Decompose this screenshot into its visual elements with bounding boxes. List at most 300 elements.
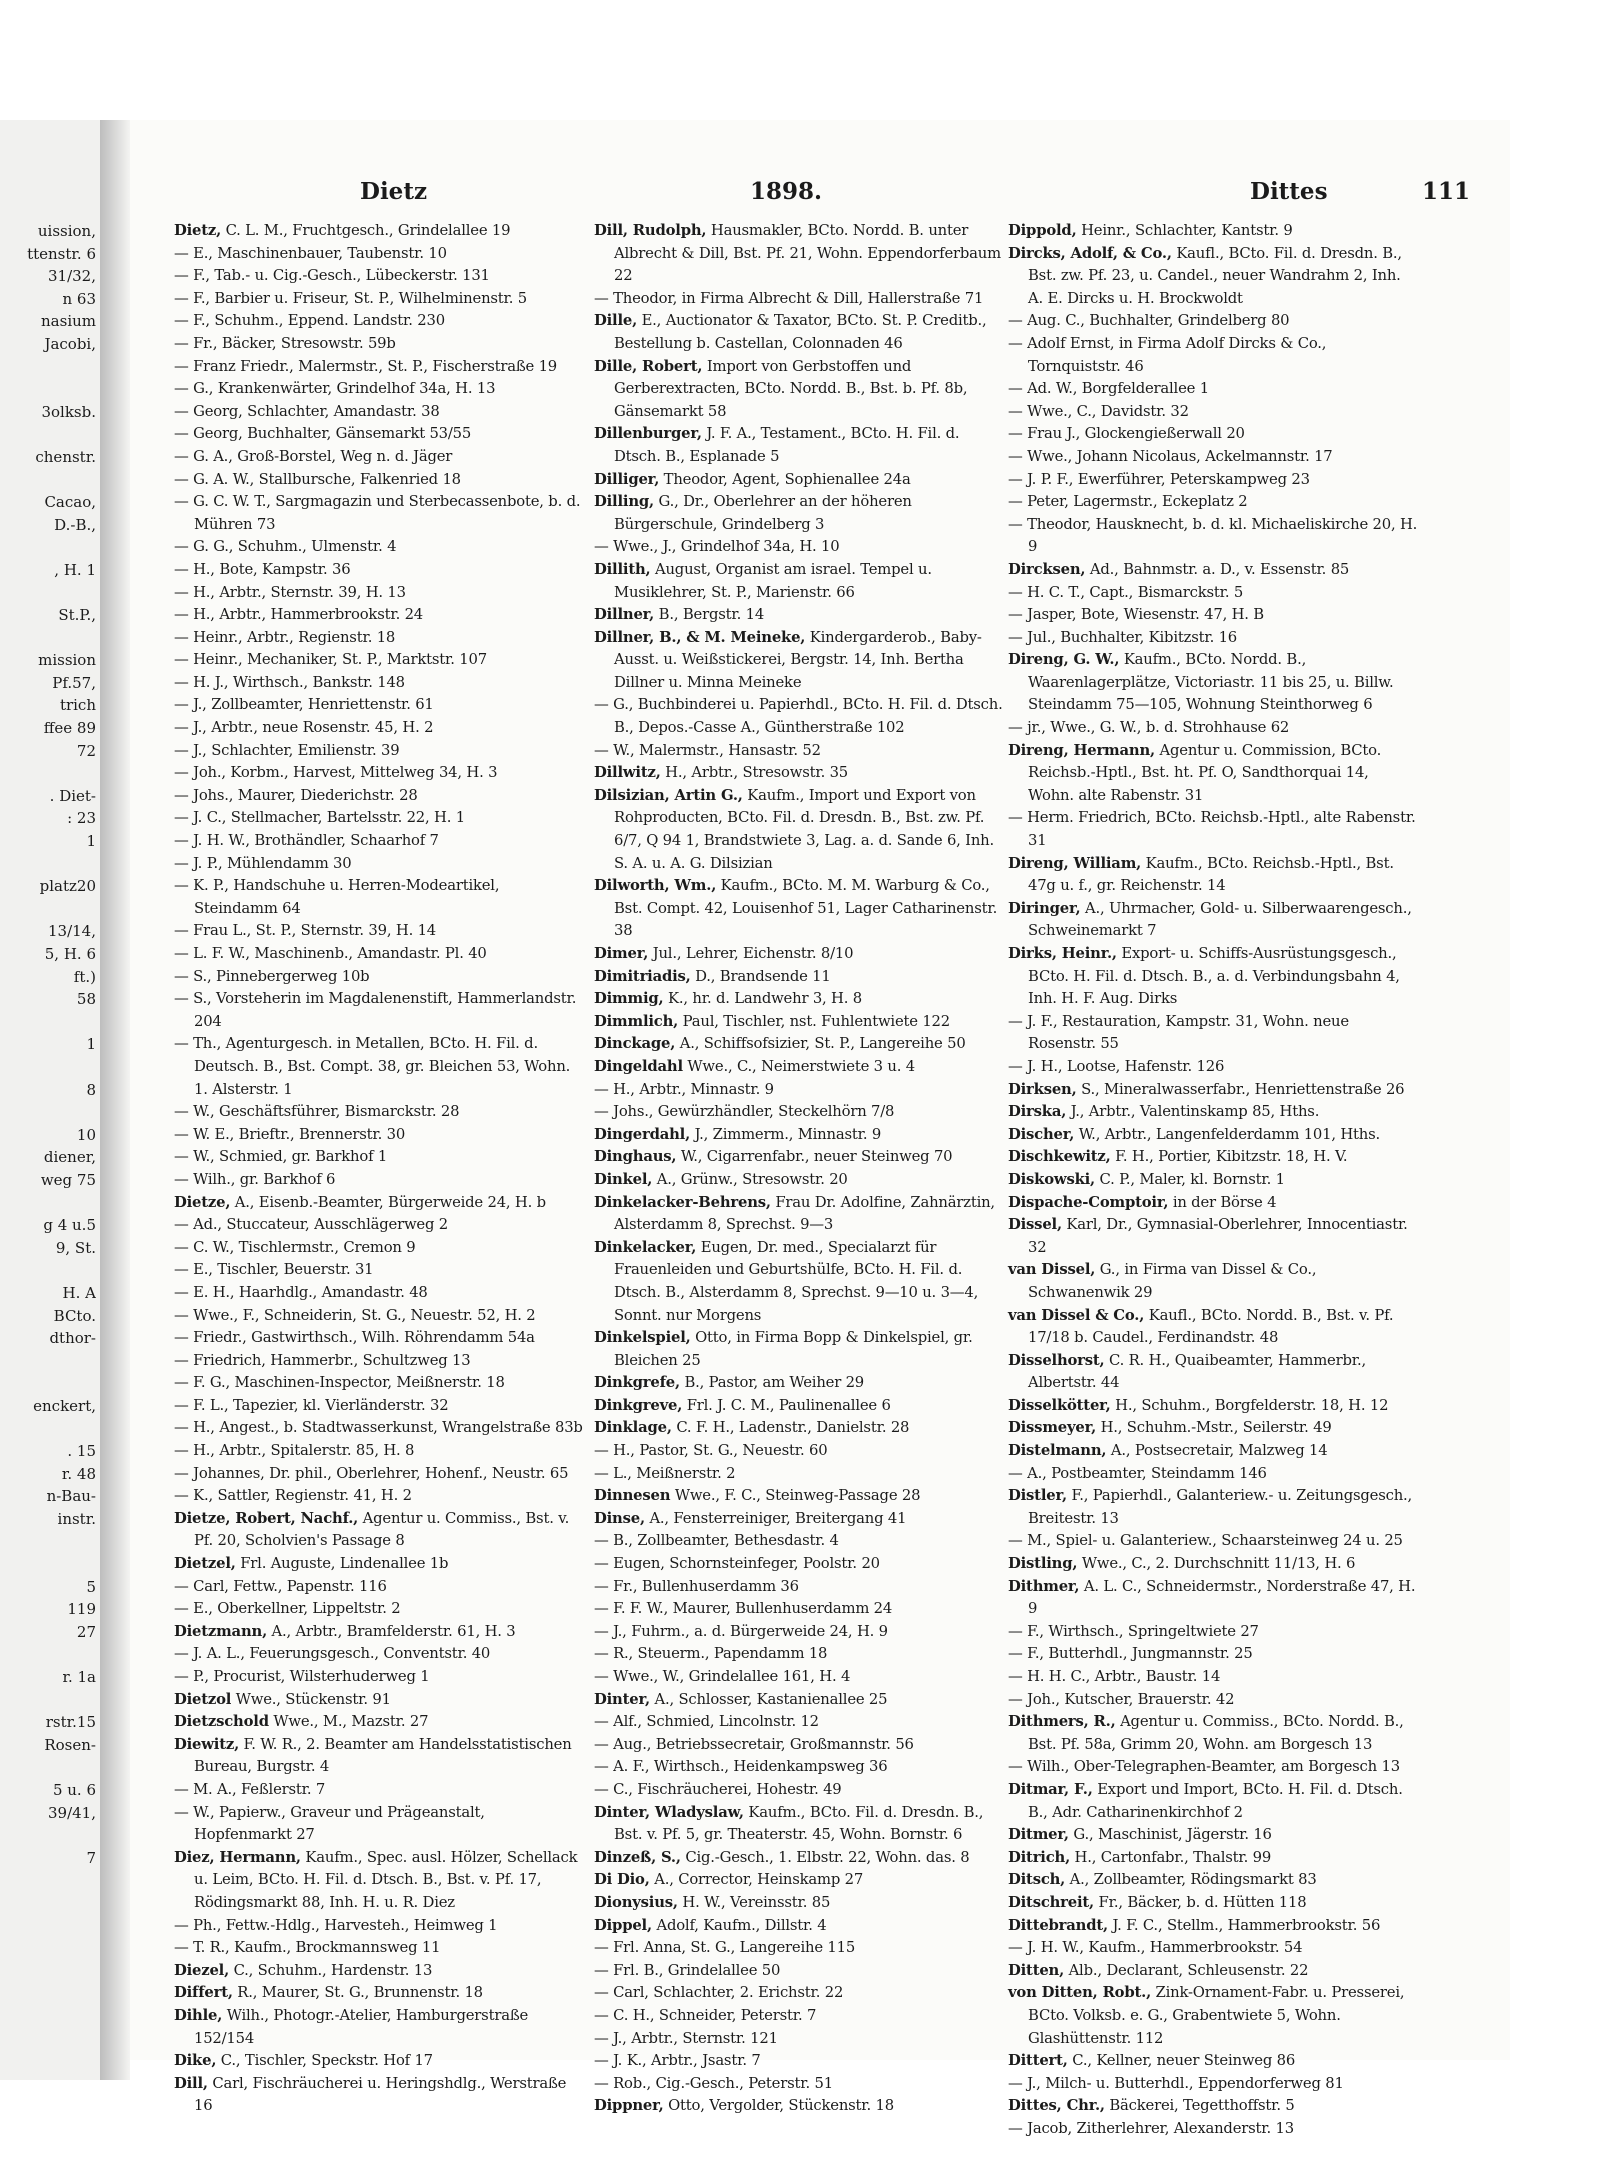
entry-surname: Dilsizian, Artin G., [594, 786, 743, 804]
entry-surname: Direng, William, [1008, 854, 1142, 872]
left-fragment-line: 5, H. 6 [44, 945, 96, 963]
entry-details: Kaufm., BCto. Reichsb.-Hptl., Bst. 47g u. f., gr. Reichenstr. 14 [1028, 854, 1394, 895]
entry-details: — R., Steuerm., Papendamm 18 [594, 1645, 828, 1663]
directory-entry [174, 627, 584, 650]
entry-surname: Dietze, Robert, Nachf., [174, 1509, 359, 1527]
entry-details: — J. H., Lootse, Hafenstr. 126 [1008, 1057, 1225, 1075]
directory-entry [1008, 627, 1418, 650]
left-fragment-line: dthor- [49, 1329, 96, 1348]
entry-details: — E., Maschinenbauer, Taubenstr. 10 [174, 244, 447, 262]
entry-details: Theodor, Agent, Sophienallee 24a [663, 470, 911, 488]
entry-surname: Dinklage, [594, 1419, 672, 1437]
directory-entry [594, 1395, 1004, 1418]
directory-entry [174, 1847, 584, 1915]
entry-details: — J., Schlachter, Emilienstr. 39 [174, 741, 400, 759]
entry-surname: Differt, [174, 1984, 233, 2002]
directory-entry [1008, 310, 1418, 333]
directory-entry [1008, 1259, 1418, 1304]
entry-details: Agentur u. Commiss., Bst. v. Pf. 20, Scholvien's Passage 8 [194, 1509, 570, 1550]
directory-entry [1008, 1056, 1418, 1079]
directory-entry [174, 1802, 584, 1847]
directory-entry [594, 1192, 1004, 1237]
left-fragment-line [27, 1259, 96, 1282]
entry-details: Import von Gerbstoffen und Gerberextracten, BCto. Nordd. B., Bst. b. Pf. 8b, Gänsemarkt 58 [614, 357, 968, 420]
directory-entry [594, 1237, 1004, 1327]
directory-entry [1008, 1214, 1418, 1259]
entry-details: Kaufm., BCto. M. M. Warburg & Co., Bst. Compt. 42, Louisenhof 51, Lager Catharinenstr. 38 [614, 877, 998, 940]
left-fragment-line: 58 [76, 990, 96, 1009]
left-fragment-line [27, 1011, 96, 1034]
entry-details: — C. H., Schneider, Peterstr. 7 [594, 2006, 817, 2024]
directory-entry [1008, 2050, 1418, 2073]
left-fragment-line: Pf.57, [52, 673, 96, 692]
directory-entry [174, 401, 584, 424]
left-fragment-line: 39/41, [48, 1803, 96, 1822]
directory-entry [594, 356, 1004, 424]
header-year: 1898. [750, 178, 823, 205]
left-fragment-line [27, 1372, 96, 1395]
entry-details: — W., Geschäftsführer, Bismarckstr. 28 [174, 1103, 460, 1121]
entry-details: — Fr., Bäcker, Stresowstr. 59b [174, 334, 396, 352]
directory-entry [594, 1327, 1004, 1372]
left-fragment-line: 119 [67, 1600, 96, 1619]
left-fragment-line: ffee 89 [43, 719, 96, 738]
entry-details: — F., Barbier u. Friseur, St. P., Wilhelminenstr. 5 [174, 289, 528, 307]
entry-details: in der Börse 4 [1172, 1193, 1277, 1211]
entry-details: Frl. J. C. M., Paulinenallee 6 [686, 1396, 891, 1414]
directory-entry [174, 243, 584, 266]
left-fragment-line: . 15 [67, 1442, 96, 1461]
left-fragment-line: nasium [41, 312, 96, 331]
directory-entry [174, 1643, 584, 1666]
directory-entry [174, 1779, 584, 1802]
directory-entry [594, 220, 1004, 288]
directory-entry [174, 288, 584, 311]
entry-surname: Discher, [1008, 1125, 1075, 1143]
directory-entry [594, 1530, 1004, 1553]
entry-surname: Dinzeß, S., [594, 1848, 681, 1866]
entry-details: — C. W., Tischlermstr., Cremon 9 [174, 1238, 416, 1256]
directory-entry [594, 785, 1004, 875]
entry-details: Export- u. Schiffs-Ausrüstungsgesch., BCto. H. Fil. d. Dtsch. B., a. d. Verbindungsbahn 4, Inh. H. F. Aug. Dirks [1028, 945, 1400, 1008]
entry-details: — Friedr., Gastwirthsch., Wilh. Röhrendamm 54a [174, 1329, 535, 1347]
directory-entry [1008, 1011, 1418, 1056]
entry-details: — T. R., Kaufm., Brockmannsweg 11 [174, 1939, 441, 1957]
entry-details: A., Zollbeamter, Rödingsmarkt 83 [1069, 1871, 1317, 1889]
directory-entry [1008, 740, 1418, 808]
entry-details: Agentur u. Commission, BCto. Reichsb.-Hptl., Bst. ht. Pf. O, Sandthorquai 14, Wohn. alte Rabenstr. 31 [1028, 741, 1382, 804]
directory-entry [594, 2095, 1004, 2118]
directory-entry [1008, 1892, 1418, 1915]
entry-details: Kindergarderob., Baby-Ausst. u. Weißstickerei, Bergstr. 14, Inh. Bertha Dillner u. Minna Meineke [614, 628, 982, 691]
directory-entry [174, 1960, 584, 1983]
entry-surname: Dirska, [1008, 1103, 1067, 1121]
directory-entry [1008, 1124, 1418, 1147]
directory-entry [174, 1372, 584, 1395]
entry-details: — J. A. L., Feuerungsgesch., Conventstr. 40 [174, 1645, 491, 1663]
directory-entry [594, 2028, 1004, 2051]
entry-details: — H., Angest., b. Stadtwasserkunst, Wrangelstraße 83b [174, 1419, 583, 1437]
left-fragment-line: rstr.15 [45, 1713, 96, 1732]
left-fragment-line: 1 [86, 1035, 96, 1054]
entry-details: Fr., Bäcker, b. d. Hütten 118 [1098, 1893, 1307, 1911]
directory-entry [174, 559, 584, 582]
directory-entry [594, 491, 1004, 536]
entry-surname: Dillenburger, [594, 425, 702, 443]
entry-details: Ad., Bahnmstr. a. D., v. Essenstr. 85 [1089, 560, 1350, 578]
directory-entry [174, 672, 584, 695]
directory-entry [174, 582, 584, 605]
directory-entry [174, 1711, 584, 1734]
left-fragment-line: 1 [86, 832, 96, 851]
entry-details: — F., Schuhm., Eppend. Landstr. 230 [174, 312, 445, 330]
directory-entry [174, 1598, 584, 1621]
entry-surname: Dittebrandt, [1008, 1916, 1108, 1934]
directory-entry [174, 1124, 584, 1147]
directory-entry [594, 1915, 1004, 1938]
directory-entry [594, 762, 1004, 785]
directory-entry [594, 1847, 1004, 1870]
directory-entry [174, 966, 584, 989]
entry-details: — W., Schmied, gr. Barkhof 1 [174, 1148, 388, 1166]
entry-details: A. L. C., Schneidermstr., Norderstraße 47, H. 9 [1028, 1577, 1416, 1618]
entry-details: Wwe., F. C., Steinweg-Passage 28 [674, 1487, 921, 1505]
left-fragment-line [27, 1689, 96, 1712]
entry-surname: Dircks, Adolf, & Co., [1008, 244, 1172, 262]
entry-details: — Johannes, Dr. phil., Oberlehrer, Hohenf., Neustr. 65 [174, 1464, 569, 1482]
entry-surname: Dillwitz, [594, 764, 661, 782]
entry-details: S., Mineralwasserfabr., Henriettenstraße 26 [1081, 1080, 1405, 1098]
entry-details: — L., Meißnerstr. 2 [594, 1464, 736, 1482]
directory-entry [594, 288, 1004, 311]
entry-details: C., Kellner, neuer Steinweg 86 [1072, 2052, 1296, 2070]
directory-entry [594, 536, 1004, 559]
directory-entry [594, 1711, 1004, 1734]
directory-entry [174, 1485, 584, 1508]
entry-details: — Heinr., Mechaniker, St. P., Marktstr. 107 [174, 651, 487, 669]
entry-surname: Dietzschold [174, 1713, 269, 1731]
directory-entry [594, 1417, 1004, 1440]
entry-details: — Heinr., Arbtr., Regienstr. 18 [174, 628, 396, 646]
directory-entry [174, 1169, 584, 1192]
left-fragment-line: 5 u. 6 [52, 1780, 96, 1799]
entry-details: Cig.-Gesch., 1. Elbstr. 22, Wohn. das. 8 [685, 1848, 970, 1866]
entry-details: H., Schuhm.-Mstr., Seilerstr. 49 [1100, 1419, 1332, 1437]
entry-surname: Dischkewitz, [1008, 1148, 1111, 1166]
directory-entry [1008, 853, 1418, 898]
entry-details: — Aug., Betriebssecretair, Großmannstr. 56 [594, 1735, 914, 1753]
entry-details: Wwe., Stückenstr. 91 [235, 1690, 391, 1708]
entry-surname: Distelmann, [1008, 1442, 1107, 1460]
entry-details: Hausmakler, BCto. Nordd. B. unter Albrecht & Dill, Bst. Pf. 21, Wohn. Eppendorferbaum 22 [614, 222, 1001, 285]
directory-entry [594, 1666, 1004, 1689]
entry-details: F. H., Portier, Kibitzstr. 18, H. V. [1115, 1148, 1348, 1166]
directory-entry [594, 1937, 1004, 1960]
entry-details: J. F. A., Testament., BCto. H. Fil. d. Dtsch. B., Esplanade 5 [614, 425, 960, 465]
directory-entry [594, 1440, 1004, 1463]
entry-details: — G. C. W. T., Sargmagazin und Sterbecassenbote, b. d. Mühren 73 [174, 493, 581, 533]
entry-details: — Johs., Maurer, Diederichstr. 28 [174, 786, 418, 804]
entry-surname: Dilling, [594, 493, 654, 511]
entry-details: — H. H. C., Arbtr., Baustr. 14 [1008, 1668, 1221, 1685]
entry-surname: Dinghaus, [594, 1148, 677, 1166]
entry-details: — Johs., Gewürzhändler, Steckelhörn 7/8 [594, 1103, 895, 1121]
directory-entry [594, 1802, 1004, 1847]
directory-entry [174, 807, 584, 830]
directory-entry [174, 1395, 584, 1418]
directory-entry [594, 1056, 1004, 1079]
directory-entry [594, 1689, 1004, 1712]
entry-surname: Dimmlich, [594, 1012, 679, 1030]
entry-details: Otto, in Firma Bopp & Dinkelspiel, gr. Bleichen 25 [614, 1329, 973, 1369]
directory-entry [174, 853, 584, 876]
entry-details: A., Postsecretair, Malzweg 14 [1110, 1442, 1328, 1460]
entry-details: — J., Zollbeamter, Henriettenstr. 61 [174, 696, 434, 714]
directory-entry [174, 1937, 584, 1960]
directory-entry [594, 627, 1004, 695]
entry-details: Export und Import, BCto. H. Fil. d. Dtsch. B., Adr. Catharinenkirchhof 2 [1028, 1780, 1403, 1821]
directory-entry [594, 1869, 1004, 1892]
directory-entry [1008, 1553, 1418, 1576]
entry-surname: Dietzmann, [174, 1622, 268, 1640]
entry-details: — S., Vorsteherin im Magdalenenstift, Hammerlandstr. 204 [174, 990, 577, 1030]
directory-entry [174, 1463, 584, 1486]
entry-details: — K. P., Handschuhe u. Herren-Modeartikel, Steindamm 64 [174, 877, 500, 917]
header-left-keyword: Dietz [360, 178, 428, 205]
entry-details: Agentur u. Commiss., BCto. Nordd. B., Bst. Pf. 58a, Grimm 20, Wohn. am Borgesch 13 [1028, 1713, 1404, 1753]
entry-surname: Dinkgrefe, [594, 1374, 680, 1392]
entry-surname: Distling, [1008, 1555, 1078, 1573]
entry-surname: Dille, Robert, [594, 357, 703, 375]
directory-entry [1008, 2073, 1418, 2096]
entry-details: J., Arbtr., Valentinskamp 85, Hths. [1070, 1103, 1320, 1121]
entry-surname: Dingerdahl, [594, 1125, 691, 1143]
entry-details: A., Fensterreiniger, Breitergang 41 [649, 1509, 907, 1527]
directory-entry [1008, 243, 1418, 311]
entry-details: — Franz Friedr., Malermstr., St. P., Fischerstraße 19 [174, 357, 558, 375]
entry-details: H., Schuhm., Borgfelderstr. 18, H. 12 [1115, 1396, 1389, 1414]
directory-entry [174, 785, 584, 808]
directory-entry [1008, 943, 1418, 1011]
entry-details: — F., Butterhdl., Jungmannstr. 25 [1008, 1645, 1253, 1663]
left-fragment-line [27, 1553, 96, 1576]
directory-entry [594, 1756, 1004, 1779]
directory-entry [1008, 1824, 1418, 1847]
entry-details: Wilh., Photogr.-Atelier, Hamburgerstraße 152/154 [194, 2006, 529, 2047]
left-fragment-line [27, 1824, 96, 1847]
left-fragment-line: 31/32, [48, 267, 96, 286]
entry-surname: Dithmer, [1008, 1577, 1080, 1595]
directory-entry [594, 1553, 1004, 1576]
directory-entry [174, 920, 584, 943]
entry-surname: Ditmer, [1008, 1826, 1069, 1844]
entry-details: — F. G., Maschinen-Inspector, Meißnerstr. 18 [174, 1374, 505, 1392]
entry-details: H., Arbtr., Stresowstr. 35 [665, 764, 849, 782]
entry-details: — Frau J., Glockengießerwall 20 [1008, 425, 1245, 443]
entry-details: Kaufl., BCto. Nordd. B., Bst. v. Pf. 17/18 b. Caudel., Ferdinandstr. 48 [1028, 1306, 1394, 1347]
left-fragment-line: , H. 1 [54, 560, 96, 579]
left-page-edge [0, 120, 103, 2080]
entry-details: Wwe., C., Neimerstwiete 3 u. 4 [687, 1057, 915, 1075]
directory-entry [174, 333, 584, 356]
entry-details: — Frl. Anna, St. G., Langereihe 115 [594, 1939, 856, 1957]
entry-details: — Th., Agenturgesch. in Metallen, BCto. H. Fil. d. Deutsch. B., Bst. Compt. 38, gr. Bleichen 53, Wohn. 1. Alsterstr. 1 [174, 1035, 571, 1098]
left-fragment-line: 10 [76, 1125, 96, 1144]
entry-details: J., Zimmerm., Minnastr. 9 [694, 1125, 882, 1143]
entry-surname: Dihle, [174, 2006, 223, 2024]
directory-page [130, 120, 1510, 2137]
directory-entry [594, 2073, 1004, 2096]
left-fragment-line [27, 1056, 96, 1079]
entry-details: — Theodor, Hausknecht, b. d. kl. Michaeliskirche 20, H. 9 [1008, 515, 1418, 556]
entry-details: B., Bergstr. 14 [658, 606, 765, 624]
entry-surname: Ditmar, F., [1008, 1780, 1093, 1798]
entry-surname: Dinckage, [594, 1035, 676, 1053]
entry-details: — E., Oberkellner, Lippeltstr. 2 [174, 1600, 401, 1618]
directory-entry [1008, 469, 1418, 492]
directory-entry [594, 988, 1004, 1011]
entry-details: Kaufm., BCto. Nordd. B., Waarenlagerplätze, Victoriastr. 11 bis 25, u. Billw. Steindamm 75—105, Wohnung Steinthorweg 6 [1028, 651, 1394, 714]
left-fragment-line [27, 1643, 96, 1666]
directory-entry [174, 1282, 584, 1305]
directory-entry [174, 604, 584, 627]
entry-details: Paul, Tischler, nst. Fuhlentwiete 122 [682, 1012, 950, 1030]
directory-entry [1008, 1982, 1418, 2050]
directory-entry [594, 1621, 1004, 1644]
left-fragment-line [27, 898, 96, 921]
entry-details: — Eugen, Schornsteinfeger, Poolstr. 20 [594, 1555, 880, 1573]
entry-details: A., Eisenb.-Beamter, Bürgerweide 24, H. b [234, 1193, 546, 1211]
entry-details: — H., Arbtr., Minnastr. 9 [594, 1080, 774, 1098]
directory-entry [1008, 1101, 1418, 1124]
left-fragment-line: : 23 [67, 809, 96, 828]
directory-entry [174, 1417, 584, 1440]
left-fragment-line: 13/14, [48, 922, 96, 941]
directory-entry [594, 966, 1004, 989]
entry-details: — H. C. T., Capt., Bismarckstr. 5 [1008, 583, 1244, 601]
directory-entry [174, 2073, 584, 2118]
directory-entry [1008, 1079, 1418, 1102]
directory-entry [594, 1734, 1004, 1757]
entry-surname: Dimitriadis, [594, 967, 691, 985]
entry-details: — H., Pastor, St. G., Neuestr. 60 [594, 1442, 828, 1460]
directory-entry [594, 943, 1004, 966]
directory-entry [594, 1508, 1004, 1531]
entry-details: — Wwe., J., Grindelhof 34a, H. 10 [594, 538, 840, 556]
entry-surname: Dike, [174, 2052, 217, 2070]
entry-details: — S., Pinnebergerweg 10b [174, 967, 370, 985]
directory-entry [174, 1033, 584, 1101]
left-fragment-line: n 63 [62, 289, 96, 308]
left-fragment-line: 72 [76, 741, 96, 760]
entry-surname: Dietze, [174, 1193, 231, 1211]
left-fragment-line: r. 1a [62, 1668, 96, 1686]
entry-details: C., Tischler, Speckstr. Hof 17 [220, 2052, 433, 2070]
directory-entry [594, 1372, 1004, 1395]
directory-entry [174, 265, 584, 288]
entry-details: Bäckerei, Tegetthoffstr. 5 [1109, 2097, 1295, 2115]
entry-surname: Direng, Hermann, [1008, 741, 1155, 759]
directory-entry [594, 1124, 1004, 1147]
entry-details: — Wwe., Johann Nicolaus, Ackelmannstr. 17 [1008, 447, 1333, 465]
entry-details: H. W., Vereinsstr. 85 [682, 1893, 831, 1911]
entry-surname: Di Dio, [594, 1871, 650, 1889]
entry-surname: Dimmig, [594, 990, 664, 1008]
directory-entry [1008, 2118, 1418, 2141]
entry-surname: van Dissel, [1008, 1261, 1096, 1279]
left-fragment-line: Rosen- [44, 1735, 96, 1754]
entry-surname: Ditsch, [1008, 1871, 1066, 1889]
entry-details: C. P., Maler, kl. Bornstr. 1 [1099, 1170, 1285, 1188]
directory-entry [594, 1485, 1004, 1508]
entry-details: — J., Fuhrm., a. d. Bürgerweide 24, H. 9 [594, 1622, 888, 1640]
left-fragment-line: H. A [62, 1283, 96, 1302]
directory-entry [174, 310, 584, 333]
directory-entry [594, 2050, 1004, 2073]
entry-surname: Dittes, Chr., [1008, 2097, 1105, 2115]
entry-surname: Dilworth, Wm., [594, 877, 717, 895]
entry-details: Wwe., C., 2. Durchschnitt 11/13, H. 6 [1081, 1555, 1356, 1573]
entry-surname: Dithmers, R., [1008, 1713, 1116, 1731]
directory-entry [1008, 1869, 1418, 1892]
entry-details: A., Grünw., Stresowstr. 20 [656, 1170, 848, 1188]
directory-entry [1008, 559, 1418, 582]
left-fragment-line [27, 1192, 96, 1215]
entry-surname: Dittert, [1008, 2052, 1068, 2070]
left-fragment-line [27, 536, 96, 559]
entry-details: A., Schlosser, Kastanienallee 25 [654, 1690, 888, 1708]
entry-details: G., Dr., Oberlehrer an der höheren Bürgerschule, Grindelberg 3 [614, 493, 912, 533]
entry-details: H., Cartonfabr., Thalstr. 99 [1074, 1848, 1272, 1866]
entry-surname: Dillith, [594, 560, 651, 578]
entry-details: — J. F., Restauration, Kampstr. 31, Wohn. neue Rosenstr. 55 [1008, 1012, 1349, 1053]
directory-entry [174, 220, 584, 243]
left-fragment-line: ttenstr. 6 [27, 244, 96, 263]
directory-entry [174, 446, 584, 469]
entry-details: — Jul., Buchhalter, Kibitzstr. 16 [1008, 628, 1238, 646]
entry-details: — Frl. B., Grindelallee 50 [594, 1961, 781, 1979]
entry-details: — Wwe., C., Davidstr. 32 [1008, 402, 1189, 420]
directory-entry [594, 469, 1004, 492]
directory-entry [174, 423, 584, 446]
left-page-fragments [27, 220, 96, 1869]
entry-surname: Dippner, [594, 2097, 664, 2115]
left-fragment-line: 9, St. [55, 1238, 96, 1257]
entry-details: — Aug. C., Buchhalter, Grindelberg 80 [1008, 312, 1290, 330]
entry-surname: Ditten, [1008, 1961, 1065, 1979]
entry-details: — Ad. W., Borgfelderallee 1 [1008, 380, 1209, 398]
entry-details: Frl. Auguste, Lindenallee 1b [240, 1555, 449, 1573]
directory-entry [174, 1553, 584, 1576]
entry-surname: Dinter, Wladyslaw, [594, 1803, 744, 1821]
entry-surname: Dionysius, [594, 1893, 678, 1911]
entry-details: — Peter, Lagermstr., Eckeplatz 2 [1008, 493, 1248, 511]
entry-surname: Ditschreit, [1008, 1893, 1095, 1911]
entry-details: — G. A., Groß-Borstel, Weg n. d. Jäger [174, 447, 453, 465]
entry-details: — Wilh., Ober-Telegraphen-Beamter, am Borgesch 13 [1008, 1758, 1400, 1776]
directory-entry [594, 1463, 1004, 1486]
gutter-shadow [100, 120, 130, 2080]
directory-entry [594, 1598, 1004, 1621]
directory-entry [1008, 1643, 1418, 1666]
directory-entry [174, 649, 584, 672]
entry-details: — E. H., Haarhdlg., Amandastr. 48 [174, 1283, 428, 1301]
directory-entry [174, 1915, 584, 1938]
entry-details: — Carl, Fettw., Papenstr. 116 [174, 1577, 387, 1595]
entry-details: G., in Firma van Dissel & Co., Schwanenwik 29 [1028, 1261, 1317, 1301]
entry-details: — H., Bote, Kampstr. 36 [174, 560, 351, 578]
directory-entry [174, 1621, 584, 1644]
